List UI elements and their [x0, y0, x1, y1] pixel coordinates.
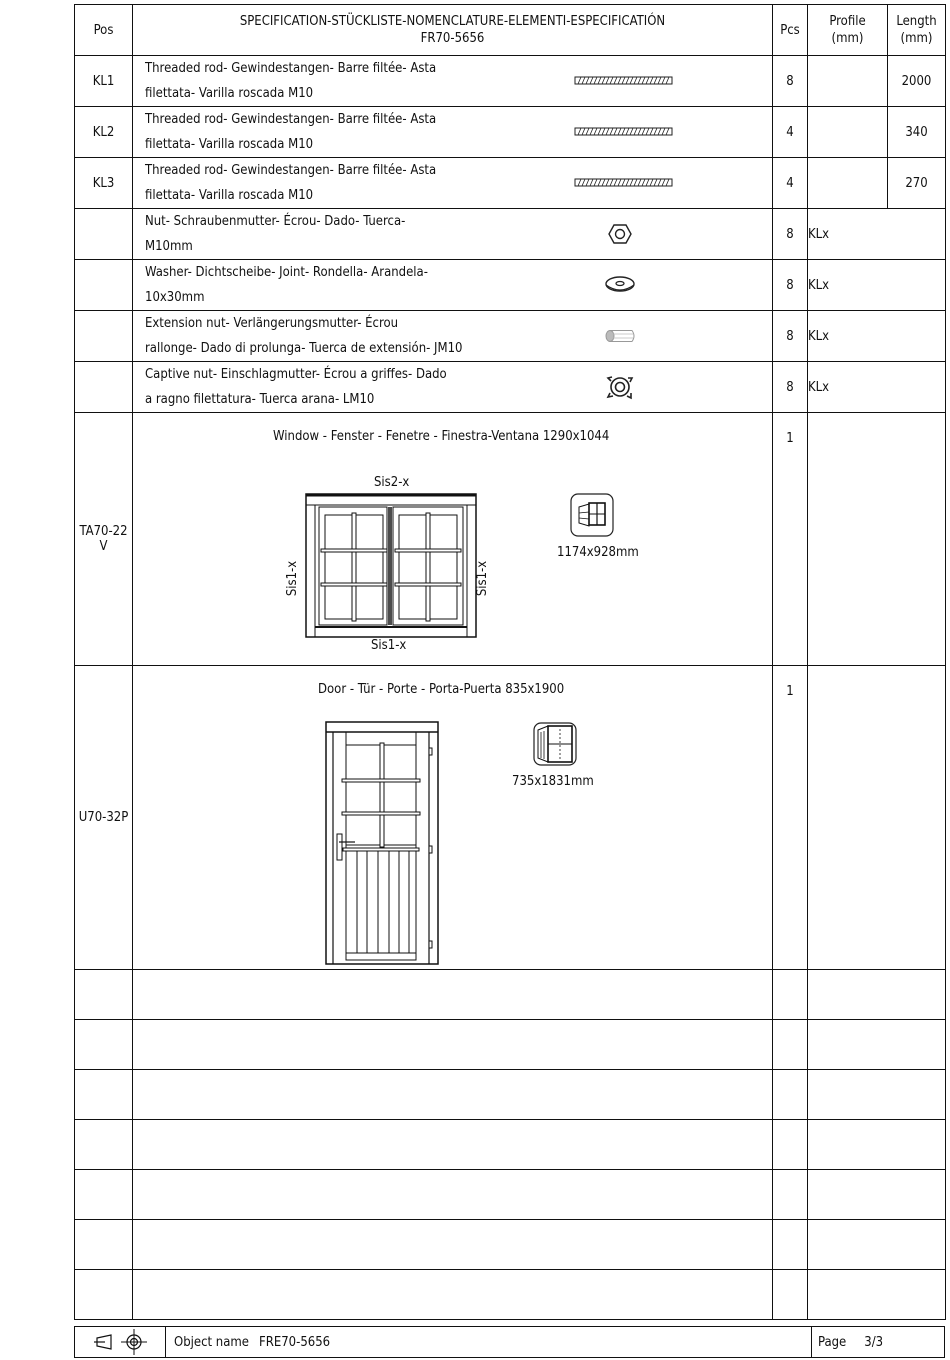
item-description — [133, 260, 773, 311]
door-glass-icon — [533, 722, 577, 766]
extension-nut-icon — [604, 328, 638, 344]
empty-cell — [808, 1020, 946, 1070]
washer-icon — [604, 275, 636, 295]
table-row — [75, 362, 946, 413]
table-header-row — [75, 5, 946, 56]
table-row — [75, 260, 946, 311]
item-pcs: 8 — [773, 311, 808, 362]
object-name-field — [166, 1327, 812, 1357]
table-row — [75, 107, 946, 158]
empty-cell — [773, 1270, 808, 1320]
empty-cell — [133, 1120, 773, 1170]
window-drawing — [305, 493, 477, 639]
item-profile: KLx — [808, 209, 946, 260]
item-pcs: 4 — [773, 107, 808, 158]
description-line1: Nut- Schraubenmutter- Écrou- Dado- Tuerca- — [145, 214, 406, 229]
header-profile — [808, 5, 888, 56]
window-label-left: Sis1-x — [285, 560, 301, 597]
empty-cell — [773, 1220, 808, 1270]
empty-row — [75, 1120, 946, 1170]
projection-cone-icon — [93, 1334, 115, 1350]
item-profile: KLx — [808, 260, 946, 311]
item-pos — [75, 311, 133, 362]
item-length: 340 — [888, 107, 946, 158]
object-name-label: Object name — [174, 1334, 249, 1350]
item-pcs: 8 — [773, 209, 808, 260]
description-line1: Extension nut- Verlängerungsmutter- Écrou — [145, 316, 399, 331]
item-pcs: 4 — [773, 158, 808, 209]
item-profile — [808, 107, 888, 158]
empty-cell — [808, 1120, 946, 1170]
empty-cell — [808, 1220, 946, 1270]
item-description — [133, 311, 773, 362]
length-label: Length — [896, 14, 937, 29]
empty-cell — [133, 970, 773, 1020]
projection-symbols — [75, 1327, 166, 1357]
door-drawing — [325, 721, 441, 967]
empty-cell — [75, 1170, 133, 1220]
item-description — [133, 362, 773, 413]
item-description — [133, 158, 773, 209]
threaded-rod-icon — [574, 76, 674, 86]
window-profile — [808, 413, 946, 666]
spec-code: FR70-5656 — [420, 31, 485, 46]
empty-cell — [75, 1120, 133, 1170]
description-line2: filettata- Varilla roscada M10 — [145, 86, 314, 101]
item-description — [133, 107, 773, 158]
empty-row — [75, 1020, 946, 1070]
item-pos: KL2 — [75, 107, 133, 158]
captive-nut-icon — [606, 373, 634, 401]
empty-cell — [808, 1170, 946, 1220]
item-pos: KL1 — [75, 56, 133, 107]
door-title: Door - Tür - Porte - Porta-Puerta 835x1900 — [318, 682, 565, 697]
item-description — [133, 56, 773, 107]
empty-cell — [773, 1170, 808, 1220]
object-name-value: FRE70-5656 — [258, 1334, 331, 1350]
empty-cell — [808, 1270, 946, 1320]
window-glass-icon — [570, 493, 614, 537]
description-line2: a ragno filettatura- Tuerca arana- LM10 — [145, 392, 375, 407]
empty-cell — [808, 970, 946, 1020]
window-drawing-cell — [133, 413, 773, 666]
empty-cell — [75, 1220, 133, 1270]
empty-cell — [75, 1070, 133, 1120]
item-pcs: 8 — [773, 56, 808, 107]
item-length: 2000 — [888, 56, 946, 107]
item-description — [133, 209, 773, 260]
item-profile: KLx — [808, 311, 946, 362]
window-pos-line1: TA70-22 — [79, 524, 128, 539]
empty-cell — [133, 1220, 773, 1270]
page-number: 3/3 — [864, 1334, 884, 1350]
empty-row — [75, 970, 946, 1020]
empty-cell — [133, 1020, 773, 1070]
length-unit: (mm) — [900, 31, 933, 46]
title-block-footer — [74, 1326, 945, 1358]
empty-cell — [773, 1070, 808, 1120]
bill-of-materials-table — [74, 4, 946, 1320]
door-glass-size: 735x1831mm — [512, 774, 594, 789]
description-line1: Threaded rod- Gewindestangen- Barre filtée- Asta — [145, 112, 437, 127]
table-row — [75, 158, 946, 209]
item-profile: KLx — [808, 362, 946, 413]
header-pcs: Pcs — [773, 5, 808, 56]
page-label: Page — [818, 1334, 847, 1350]
description-line2: M10mm — [145, 239, 193, 254]
table-row — [75, 311, 946, 362]
item-pos — [75, 260, 133, 311]
specification-sheet — [74, 4, 945, 1320]
empty-cell — [773, 1020, 808, 1070]
empty-cell — [773, 1120, 808, 1170]
spec-title: SPECIFICATION-STÜCKLISTE-NOMENCLATURE-ELEMENTI-ESPECIFICATIÓN — [239, 14, 666, 29]
door-drawing-cell — [133, 666, 773, 970]
item-profile — [808, 56, 888, 107]
window-label-top: Sis2-x — [374, 475, 410, 490]
empty-row — [75, 1270, 946, 1320]
item-length: 270 — [888, 158, 946, 209]
item-pos — [75, 209, 133, 260]
threaded-rod-icon — [574, 127, 674, 137]
description-line2: filettata- Varilla roscada M10 — [145, 188, 314, 203]
door-profile — [808, 666, 946, 970]
item-pcs: 8 — [773, 260, 808, 311]
table-row — [75, 209, 946, 260]
threaded-rod-icon — [574, 178, 674, 188]
window-label-bottom: Sis1-x — [371, 638, 407, 653]
header-length — [888, 5, 946, 56]
empty-row — [75, 1070, 946, 1120]
window-title: Window - Fenster - Fenetre - Finestra-Ventana 1290x1044 — [273, 429, 610, 444]
door-pcs: 1 — [773, 666, 808, 970]
empty-cell — [808, 1070, 946, 1120]
table-row — [75, 56, 946, 107]
window-pcs: 1 — [773, 413, 808, 666]
empty-row — [75, 1170, 946, 1220]
description-line2: filettata- Varilla roscada M10 — [145, 137, 314, 152]
empty-cell — [773, 970, 808, 1020]
description-line2: rallonge- Dado di prolunga- Tuerca de extensión- JM10 — [145, 341, 463, 356]
window-row — [75, 413, 946, 666]
item-profile — [808, 158, 888, 209]
empty-cell — [133, 1170, 773, 1220]
description-line1: Washer- Dichtscheibe- Joint- Rondella- Arandela- — [145, 265, 428, 280]
header-specification — [133, 5, 773, 56]
empty-row — [75, 1220, 946, 1270]
description-line1: Threaded rod- Gewindestangen- Barre filtée- Asta — [145, 163, 437, 178]
empty-cell — [75, 1270, 133, 1320]
empty-cell — [75, 970, 133, 1020]
profile-unit: (mm) — [831, 31, 864, 46]
empty-cell — [75, 1020, 133, 1070]
profile-label: Profile — [829, 14, 866, 29]
page-field — [812, 1327, 944, 1357]
description-line1: Threaded rod- Gewindestangen- Barre filtée- Asta — [145, 61, 437, 76]
item-pcs: 8 — [773, 362, 808, 413]
hex-nut-icon — [608, 223, 632, 245]
header-pos: Pos — [75, 5, 133, 56]
window-pos-line2: V — [99, 539, 108, 554]
item-pos: KL3 — [75, 158, 133, 209]
item-pos — [75, 362, 133, 413]
empty-cell — [133, 1270, 773, 1320]
empty-cell — [133, 1070, 773, 1120]
description-line1: Captive nut- Einschlagmutter- Écrou a griffes- Dado — [145, 367, 447, 382]
window-glass-size: 1174x928mm — [557, 545, 639, 560]
door-row — [75, 666, 946, 970]
crosshair-icon — [121, 1329, 147, 1355]
description-line2: 10x30mm — [145, 290, 205, 305]
door-pos: U70-32P — [75, 666, 133, 970]
window-pos — [75, 413, 133, 666]
window-label-right: Sis1-x — [475, 560, 491, 597]
